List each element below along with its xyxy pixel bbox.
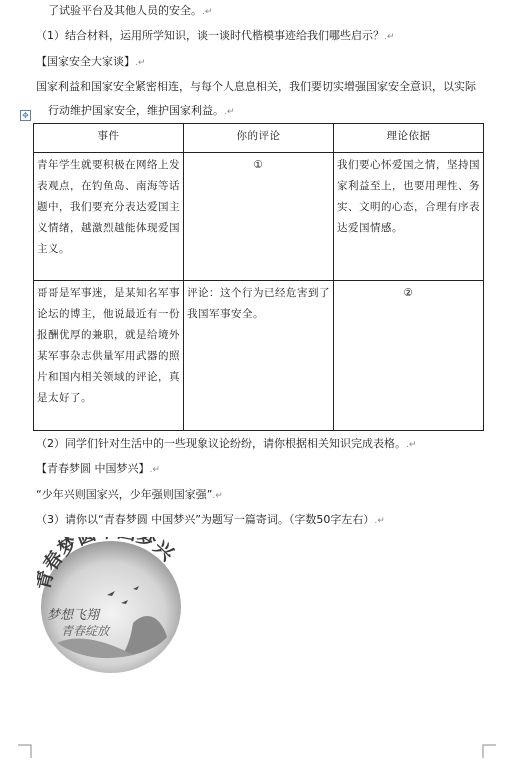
quote-line: “少年兴则国家兴，少年强则国家强”.↵ — [36, 488, 223, 501]
section-heading-youth-dream: 【青春梦圆 中国梦兴】.↵ — [36, 462, 160, 475]
question-3: （3）请你以“青春梦圆 中国梦兴”为题写一篇寄词。（字数50字左右）.↵ — [36, 513, 385, 526]
emblem-title: 春梦 梦兴 — [39, 537, 178, 576]
paragraph-line-2: 行动维护国家安全，维护国家利益。.↵ — [48, 104, 235, 117]
row1-basis: 我们要心怀爱国之情，坚持国家利益至上，也要用理性、务实、文明的心态，合理有序表达爱国情感。 — [334, 153, 484, 281]
row1-comment-blank[interactable]: ① — [184, 153, 334, 281]
section-heading-national-security: 【国家安全大家谈】.↵ — [36, 55, 146, 68]
youth-dream-emblem — [37, 537, 185, 675]
question-1: （1）结合材料，运用所学知识，谈一谈时代楷模事迹给我们哪些启示？.↵ — [36, 29, 395, 42]
emblem-line-2: 青春绽放 — [61, 624, 110, 638]
page-corner-mark-right — [482, 744, 496, 758]
emblem-line-1: 梦想飞翔 — [47, 608, 100, 623]
header-event: 事件 — [34, 124, 184, 153]
paragraph-line-1: 国家利益和国家安全紧密相连，与每个人息息相关，我们要切实增强国家安全意识，以实际 — [36, 80, 476, 93]
table-header-row — [34, 124, 484, 153]
row2-comment: 评论：这个行为已经危害到了我国军事安全。 — [184, 281, 334, 431]
text-line-1: 了试验平台及其他人员的安全。.↵ — [48, 4, 213, 17]
table-move-handle-icon[interactable]: ✥ — [20, 110, 31, 121]
table-row — [34, 281, 484, 431]
row2-event: 哥哥是军事迷，是某知名军事论坛的博主，他说最近有一份报酬优厚的兼职，就是给境外某军事杂志供量军用武器的照片和国内相关领域的评论，真是太好了。 — [34, 281, 184, 431]
question-2: （2）同学们针对生活中的一些现象议论纷纷，请你根据相关知识完成表格。.↵ — [36, 437, 417, 450]
comment-table — [33, 123, 484, 431]
row1-event: 青年学生就要积极在网络上发表观点，在钓鱼岛、南海等话题中，我们要充分表达爱国主义情绪，越激烈越能体现爱国主义。 — [34, 153, 184, 281]
table-row — [34, 153, 484, 281]
page-corner-mark-left — [18, 744, 32, 758]
header-basis: 理论依据 — [334, 124, 484, 153]
emblem-graphic — [37, 537, 185, 675]
row2-basis-blank[interactable]: ② — [334, 281, 484, 431]
header-comment: 你的评论 — [184, 124, 334, 153]
